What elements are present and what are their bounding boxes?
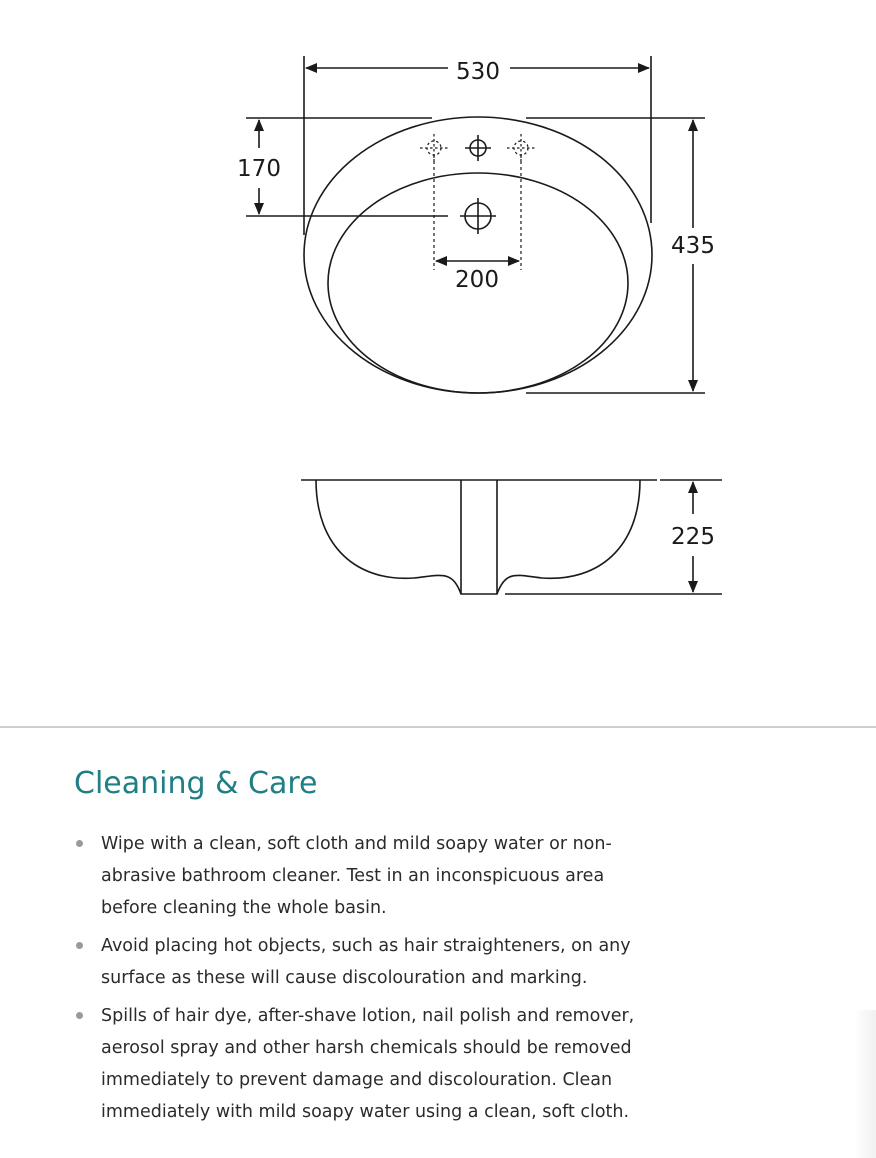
care-item-line: Wipe with a clean, soft cloth and mild soapy water or non- (101, 834, 612, 854)
care-item-line: surface as these will cause discolouration and marking. (101, 968, 588, 988)
care-item-line: Avoid placing hot objects, such as hair straighteners, on any (101, 936, 631, 956)
height-dimension-label: 225 (671, 524, 715, 550)
tap-offset-dimension-label: 170 (237, 156, 281, 182)
width-dimension-label: 530 (456, 59, 500, 85)
side-view (301, 480, 722, 594)
page-edge-shadow (854, 1010, 876, 1158)
plan-view (246, 56, 705, 393)
waste-outlet-icon (460, 198, 496, 234)
bullet-icon (76, 840, 83, 847)
tap-spacing-dimension-label: 200 (455, 267, 499, 293)
care-item (74, 930, 694, 994)
tap-hole-icon (465, 135, 491, 161)
care-item-line: immediately to prevent damage and discolouration. Clean (101, 1070, 613, 1090)
bullet-icon (76, 942, 83, 949)
care-item-line: abrasive bathroom cleaner. Test in an inconspicuous area (101, 866, 605, 886)
depth-dimension-label: 435 (671, 233, 715, 259)
care-item (74, 828, 694, 924)
care-item-line: before cleaning the whole basin. (101, 898, 387, 918)
care-item (74, 1000, 694, 1128)
section-divider (0, 726, 876, 728)
cleaning-care-list (74, 828, 694, 1134)
basin-side-profile (316, 480, 640, 594)
bullet-icon (76, 1012, 83, 1019)
care-item-line: aerosol spray and other harsh chemicals should be removed (101, 1038, 632, 1058)
care-item-line: Spills of hair dye, after-shave lotion, nail polish and remover, (101, 1006, 635, 1026)
care-item-line: immediately with mild soapy water using a clean, soft cloth. (101, 1102, 630, 1122)
cleaning-care-heading: Cleaning & Care (74, 766, 318, 801)
